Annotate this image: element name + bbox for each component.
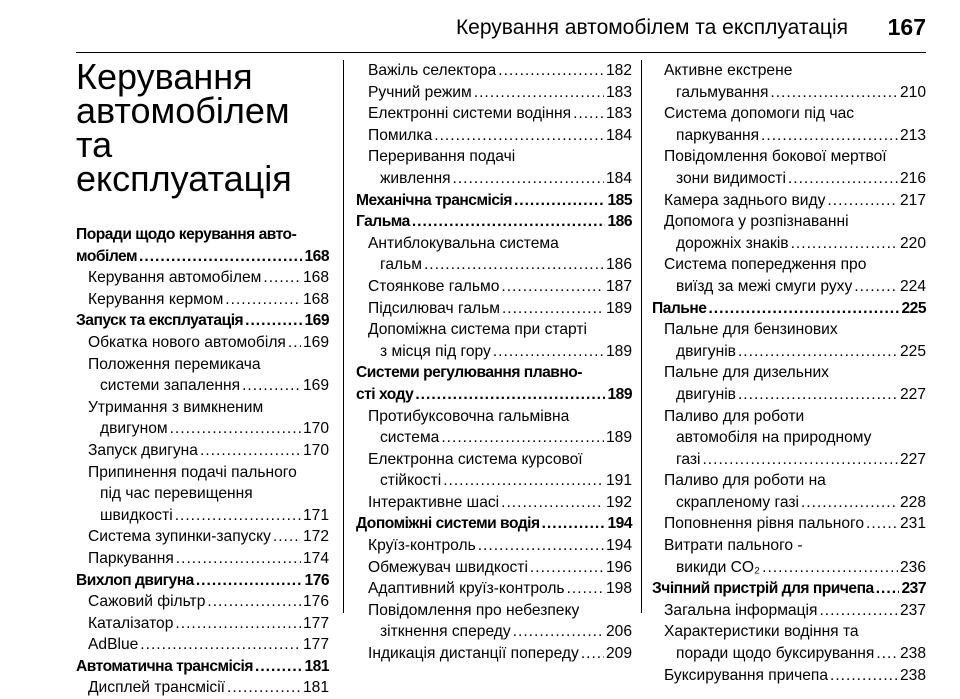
toc-page-number: 209 bbox=[605, 645, 632, 663]
toc-entry-title: Каталізатор bbox=[88, 614, 174, 632]
toc-section-entry[interactable] bbox=[652, 298, 926, 320]
toc-entry-title: Керування автомобілем bbox=[88, 269, 262, 287]
toc-page-number: 182 bbox=[605, 62, 632, 79]
toc-entry-title: сті ходу bbox=[356, 385, 414, 403]
dot-leader bbox=[207, 591, 301, 613]
toc-entry-title: Буксирування причепа bbox=[664, 666, 829, 684]
toc-entry-title: Підсилювач гальм bbox=[368, 299, 500, 317]
toc-page-number: 228 bbox=[899, 493, 926, 511]
toc-page-number: 170 bbox=[302, 420, 329, 438]
toc-section-entry[interactable] bbox=[76, 656, 329, 678]
toc-page-number: 238 bbox=[899, 666, 926, 684]
toc-entry-text-line: Положення перемикача bbox=[88, 355, 261, 373]
toc-entry-title: Важіль селектора bbox=[368, 62, 497, 79]
dot-leader bbox=[443, 470, 604, 492]
dot-leader bbox=[502, 298, 604, 320]
toc-entry-text-line: Припинення подачі пального bbox=[88, 463, 297, 481]
toc-entry-title: Помилка bbox=[368, 126, 433, 144]
toc-entry-title: гальм bbox=[380, 256, 422, 274]
toc-subentry[interactable] bbox=[356, 600, 632, 643]
toc-subentry[interactable] bbox=[356, 492, 632, 514]
dot-leader bbox=[501, 276, 604, 298]
toc-page-number: 220 bbox=[899, 234, 926, 252]
dot-leader bbox=[263, 267, 301, 289]
toc-column-1 bbox=[76, 56, 329, 697]
running-header-title: Керування автомобілем та експлуатація bbox=[455, 16, 848, 39]
toc-subentry[interactable] bbox=[76, 591, 329, 613]
toc-entry-title: системи запалення bbox=[100, 377, 241, 395]
toc-page-number: 169 bbox=[304, 312, 329, 330]
toc-section-entry[interactable] bbox=[356, 513, 632, 535]
dot-leader bbox=[702, 449, 898, 471]
column-divider bbox=[641, 60, 642, 613]
toc-subentry[interactable] bbox=[356, 535, 632, 557]
toc-subentry[interactable] bbox=[76, 634, 329, 656]
toc-page-number: 225 bbox=[901, 299, 926, 317]
toc-page-number: 168 bbox=[302, 269, 329, 287]
toc-page-number: 186 bbox=[607, 213, 632, 231]
toc-subentry[interactable] bbox=[76, 548, 329, 570]
toc-entry-text-line: Характеристики водіння та bbox=[664, 623, 859, 641]
toc-entry-title: Гальма bbox=[356, 213, 410, 231]
toc-subentry[interactable] bbox=[356, 82, 632, 104]
chapter-title-line: експлуатація bbox=[76, 158, 292, 199]
toc-entry-title: Запуск та експлуатація bbox=[76, 312, 244, 330]
dot-leader bbox=[493, 341, 604, 363]
toc-subentry[interactable] bbox=[76, 677, 329, 699]
dot-leader bbox=[412, 211, 606, 233]
toc-page-number: 181 bbox=[304, 657, 329, 675]
toc-column-3 bbox=[652, 60, 926, 684]
dot-leader bbox=[255, 656, 302, 678]
toc-entry-title: двигунів bbox=[676, 342, 736, 360]
dot-leader bbox=[225, 289, 301, 311]
dot-leader bbox=[827, 190, 898, 212]
toc-subentry[interactable] bbox=[356, 103, 632, 125]
toc-entry-text-line: Витрати пального - bbox=[664, 537, 803, 555]
toc-subentry[interactable] bbox=[356, 146, 632, 189]
toc-entry-title: з місця під гору bbox=[380, 342, 491, 360]
dot-leader bbox=[196, 570, 303, 592]
page-header bbox=[76, 10, 926, 53]
dot-leader bbox=[791, 233, 898, 255]
dot-leader bbox=[530, 557, 604, 579]
toc-entry-title: стійкості bbox=[380, 472, 442, 490]
dot-leader bbox=[876, 578, 900, 600]
dot-leader bbox=[478, 535, 604, 557]
dot-leader bbox=[738, 341, 898, 363]
toc-entry-title: газі bbox=[676, 450, 701, 468]
dot-leader bbox=[542, 513, 606, 535]
toc-entry-title: AdBlue bbox=[88, 636, 139, 654]
dot-leader bbox=[708, 298, 899, 320]
toc-entry-text-line: Система допомоги під час bbox=[664, 105, 855, 123]
dot-leader bbox=[176, 548, 301, 570]
toc-page-number: 168 bbox=[302, 290, 329, 308]
toc-page-number: 184 bbox=[605, 169, 632, 187]
toc-section-entry[interactable] bbox=[76, 570, 329, 592]
dot-leader bbox=[854, 276, 898, 298]
toc-subentry[interactable] bbox=[652, 190, 926, 212]
toc-subentry[interactable] bbox=[76, 440, 329, 462]
toc-page-number: 238 bbox=[899, 645, 926, 663]
toc-page-number: 206 bbox=[605, 623, 632, 641]
toc-entry-title: Обмежувач швидкості bbox=[368, 558, 528, 576]
toc-subentry[interactable] bbox=[652, 60, 926, 103]
dot-leader bbox=[453, 168, 604, 190]
dot-leader bbox=[434, 125, 604, 147]
toc-entry-title: живлення bbox=[380, 169, 451, 187]
toc-entry-title: скрапленому газі bbox=[676, 493, 799, 511]
toc-subentry[interactable] bbox=[76, 267, 329, 289]
dot-leader bbox=[513, 621, 604, 643]
dot-leader bbox=[242, 375, 301, 397]
toc-entry-title: мобілем bbox=[76, 247, 138, 265]
toc-subentry[interactable] bbox=[76, 289, 329, 311]
toc-entry-title: Адаптивний круїз-контроль bbox=[368, 580, 565, 598]
toc-page-number: 181 bbox=[302, 679, 329, 697]
toc-subentry[interactable] bbox=[652, 621, 926, 664]
toc-column-2 bbox=[356, 60, 632, 663]
dot-leader bbox=[501, 492, 604, 514]
toc-entries bbox=[76, 224, 329, 699]
toc-page-number: 236 bbox=[899, 558, 926, 576]
dot-leader bbox=[245, 310, 302, 332]
toc-entry-title: двигунів bbox=[676, 385, 736, 403]
toc-entry-title: викиди CO₂ bbox=[676, 558, 761, 576]
toc-page-number: 231 bbox=[899, 515, 926, 533]
chapter-title bbox=[76, 56, 329, 199]
dot-leader bbox=[441, 427, 604, 449]
toc-entry-text-line: Повідомлення бокової мертвої bbox=[664, 148, 887, 166]
toc-entry-title: Система зупинки-запуску bbox=[88, 528, 271, 546]
toc-entry-title: Інтерактивне шасі bbox=[368, 493, 500, 511]
dot-leader bbox=[175, 613, 301, 635]
toc-subentry[interactable] bbox=[356, 449, 632, 492]
toc-subentry[interactable] bbox=[76, 526, 329, 548]
toc-subentry[interactable] bbox=[356, 643, 632, 665]
dot-leader bbox=[876, 643, 898, 665]
toc-page-number: 213 bbox=[899, 126, 926, 144]
toc-page-number: 189 bbox=[605, 342, 632, 360]
toc-subentry[interactable] bbox=[652, 146, 926, 189]
toc-entry-text-line: Паливо для роботи на bbox=[664, 472, 826, 490]
toc-page-number: 183 bbox=[605, 83, 632, 101]
toc-entry-title: Загальна інформація bbox=[664, 601, 818, 619]
toc-entries bbox=[356, 60, 632, 665]
toc-subentry[interactable] bbox=[356, 233, 632, 276]
toc-page-number: 177 bbox=[302, 636, 329, 654]
toc-entry-title: швидкості bbox=[100, 506, 173, 524]
toc-subentry[interactable] bbox=[356, 276, 632, 298]
toc-entry-title: Зчіпний пристрій для причепа bbox=[652, 580, 874, 598]
toc-subentry[interactable] bbox=[356, 406, 632, 449]
toc-page-number: 237 bbox=[899, 601, 926, 619]
toc-entry-title: Дисплей трансмісії bbox=[88, 679, 226, 697]
toc-entry-title: Автоматична трансмісія bbox=[76, 657, 253, 675]
dot-leader bbox=[573, 103, 604, 125]
toc-entry-text-line: Повідомлення про небезпеку bbox=[368, 601, 580, 619]
toc-subentry[interactable] bbox=[652, 535, 926, 578]
toc-page-number: 194 bbox=[607, 515, 632, 533]
toc-section-entry[interactable] bbox=[356, 190, 632, 212]
dot-leader bbox=[770, 82, 898, 104]
toc-entry-title: двигуном bbox=[100, 420, 168, 438]
toc-subentry[interactable] bbox=[652, 362, 926, 405]
toc-entry-title: Камера заднього виду bbox=[664, 191, 826, 209]
toc-subentry[interactable] bbox=[356, 578, 632, 600]
toc-page-number: 177 bbox=[302, 614, 329, 632]
toc-subentry[interactable] bbox=[356, 125, 632, 147]
dot-leader bbox=[801, 492, 898, 514]
toc-entry-text-line: Утримання з вимкненим bbox=[88, 398, 264, 416]
toc-entry-title: Індикація дистанції попереду bbox=[368, 645, 579, 663]
toc-entry-text-line: Системи регулювання плавно- bbox=[356, 364, 583, 382]
toc-entry-text-line: Антиблокувальна система bbox=[368, 234, 559, 252]
toc-page-number: 198 bbox=[605, 580, 632, 598]
toc-entry-text-line: Електронна система курсової bbox=[368, 450, 583, 468]
toc-entry-text-line: Пальне для дизельних bbox=[664, 364, 829, 382]
toc-page-number: 172 bbox=[302, 528, 329, 546]
dot-leader bbox=[474, 82, 604, 104]
toc-section-entry[interactable] bbox=[356, 362, 632, 405]
toc-page-number: 169 bbox=[302, 333, 329, 351]
toc-entry-title: Поповнення рівня пального bbox=[664, 515, 865, 533]
toc-subentry[interactable] bbox=[652, 600, 926, 622]
toc-page-number: 174 bbox=[302, 549, 329, 567]
dot-leader bbox=[415, 384, 605, 406]
dot-leader bbox=[761, 125, 898, 147]
toc-entry-title: Круїз-контроль bbox=[368, 537, 476, 555]
toc-entry-title: Вихлоп двигуна bbox=[76, 571, 194, 589]
dot-leader bbox=[762, 557, 898, 579]
toc-page-number: 194 bbox=[605, 537, 632, 555]
toc-entry-text-line: Допоміжна система при старті bbox=[368, 321, 587, 339]
toc-entry-text-line: Допомога у розпізнаванні bbox=[664, 213, 849, 231]
toc-entry-title: Обкатка нового автомобіля bbox=[88, 333, 286, 351]
dot-leader bbox=[170, 418, 301, 440]
toc-subentry[interactable] bbox=[652, 103, 926, 146]
toc-page-number: 170 bbox=[302, 441, 329, 459]
toc-page-number: 237 bbox=[901, 580, 926, 598]
dot-leader bbox=[175, 505, 301, 527]
toc-entry-title: поради щодо буксирування bbox=[676, 645, 875, 663]
toc-subentry[interactable] bbox=[652, 406, 926, 471]
toc-entry-text-line: під час перевищення bbox=[100, 485, 253, 503]
toc-entry-text-line: Активне екстрене bbox=[664, 62, 793, 79]
dot-leader bbox=[567, 578, 604, 600]
toc-page-number: 192 bbox=[605, 493, 632, 511]
toc-page-number: 189 bbox=[605, 299, 632, 317]
toc-subentry[interactable] bbox=[356, 319, 632, 362]
toc-subentry[interactable] bbox=[76, 397, 329, 440]
toc-page-number: 185 bbox=[607, 191, 632, 209]
toc-section-entry[interactable] bbox=[76, 224, 329, 267]
toc-entry-title: зіткнення спереду bbox=[380, 623, 511, 641]
toc-page-number: 196 bbox=[605, 558, 632, 576]
toc-page-number: 224 bbox=[899, 277, 926, 295]
toc-entry-title: Сажовий фільтр bbox=[88, 593, 206, 611]
dot-leader bbox=[788, 168, 898, 190]
toc-entry-text-line: Протибуксовочна гальмівна bbox=[368, 407, 570, 425]
dot-leader bbox=[514, 190, 606, 212]
toc-page-number: 210 bbox=[899, 83, 926, 101]
toc-entry-title: Допоміжні системи водія bbox=[356, 515, 540, 533]
toc-page-number: 225 bbox=[899, 342, 926, 360]
dot-leader bbox=[273, 526, 301, 548]
toc-subentry[interactable] bbox=[76, 332, 329, 354]
toc-page-number: 184 bbox=[605, 126, 632, 144]
dot-leader bbox=[139, 246, 302, 268]
dot-leader bbox=[738, 384, 898, 406]
toc-page-number: 176 bbox=[304, 571, 329, 589]
toc-page-number: 169 bbox=[302, 377, 329, 395]
page-number: 167 bbox=[887, 14, 926, 40]
toc-page-number: 176 bbox=[302, 593, 329, 611]
toc-entry-title: зони видимості bbox=[676, 169, 786, 187]
toc-entry-title: паркування bbox=[676, 126, 760, 144]
chapter-title-line: Керування bbox=[76, 56, 253, 97]
dot-leader bbox=[227, 677, 301, 699]
toc-entry-text-line: Паливо для роботи bbox=[664, 407, 805, 425]
toc-entry-title: Пальне bbox=[652, 299, 707, 317]
toc-entry-title: Електронні системи водіння bbox=[368, 105, 572, 123]
toc-subentry[interactable] bbox=[356, 298, 632, 320]
toc-subentry[interactable] bbox=[652, 665, 926, 687]
toc-page-number: 189 bbox=[607, 385, 632, 403]
toc-page-number: 189 bbox=[605, 429, 632, 447]
dot-leader bbox=[140, 634, 301, 656]
toc-subentry[interactable] bbox=[356, 60, 632, 82]
toc-page-number: 191 bbox=[605, 472, 632, 490]
toc-section-entry[interactable] bbox=[76, 310, 329, 332]
dot-leader bbox=[819, 600, 898, 622]
toc-entry-text-line: Система попередження про bbox=[664, 256, 867, 274]
toc-section-entry[interactable] bbox=[356, 211, 632, 233]
toc-section-entry[interactable] bbox=[652, 578, 926, 600]
toc-subentry[interactable] bbox=[76, 462, 329, 527]
toc-entry-title: Запуск двигуна bbox=[88, 441, 198, 459]
dot-leader bbox=[830, 665, 898, 687]
toc-entry-title: Стоянкове гальмо bbox=[368, 277, 500, 295]
toc-entry-text-line: Поради щодо керування авто- bbox=[76, 226, 297, 243]
dot-leader bbox=[200, 440, 301, 462]
toc-subentry[interactable] bbox=[652, 513, 926, 535]
toc-subentry[interactable] bbox=[652, 211, 926, 254]
toc-entry-title: система bbox=[380, 429, 440, 447]
toc-entry-text-line: Пальне для бензинових bbox=[664, 321, 838, 339]
toc-page-number: 227 bbox=[899, 385, 926, 403]
toc-page-number: 186 bbox=[605, 256, 632, 274]
toc-page-number: 183 bbox=[605, 105, 632, 123]
toc-entry-title: Паркування bbox=[88, 549, 174, 567]
toc-subentry[interactable] bbox=[652, 470, 926, 513]
toc-page-number: 187 bbox=[605, 277, 632, 295]
toc-entry-title: гальмування bbox=[676, 83, 769, 101]
toc-entry-title: Механічна трансмісія bbox=[356, 191, 512, 209]
toc-entries bbox=[652, 60, 926, 686]
dot-leader bbox=[288, 332, 301, 354]
toc-entry-text-line: автомобіля на природному bbox=[676, 429, 872, 447]
toc-page-number: 217 bbox=[899, 191, 926, 209]
toc-subentry[interactable] bbox=[76, 613, 329, 635]
toc-page-number: 171 bbox=[302, 506, 329, 524]
toc-entry-title: Керування кермом bbox=[88, 290, 224, 308]
toc-subentry[interactable] bbox=[652, 254, 926, 297]
toc-subentry[interactable] bbox=[76, 354, 329, 397]
dot-leader bbox=[424, 254, 604, 276]
toc-page-number: 216 bbox=[899, 169, 926, 187]
toc-entry-title: дорожніх знаків bbox=[676, 234, 789, 252]
toc-subentry[interactable] bbox=[356, 557, 632, 579]
toc-entry-title: Ручний режим bbox=[368, 83, 472, 101]
toc-subentry[interactable] bbox=[652, 319, 926, 362]
toc-entry-text-line: Переривання подачі bbox=[368, 148, 516, 166]
dot-leader bbox=[866, 513, 898, 535]
toc-entry-title: виїзд за межі смуги руху bbox=[676, 277, 853, 295]
toc-page-number: 168 bbox=[304, 247, 329, 265]
chapter-title-line: автомобілем та bbox=[76, 90, 290, 165]
dot-leader bbox=[581, 643, 604, 665]
toc-page-number: 227 bbox=[899, 450, 926, 468]
column-divider bbox=[343, 60, 344, 613]
dot-leader bbox=[498, 60, 604, 82]
